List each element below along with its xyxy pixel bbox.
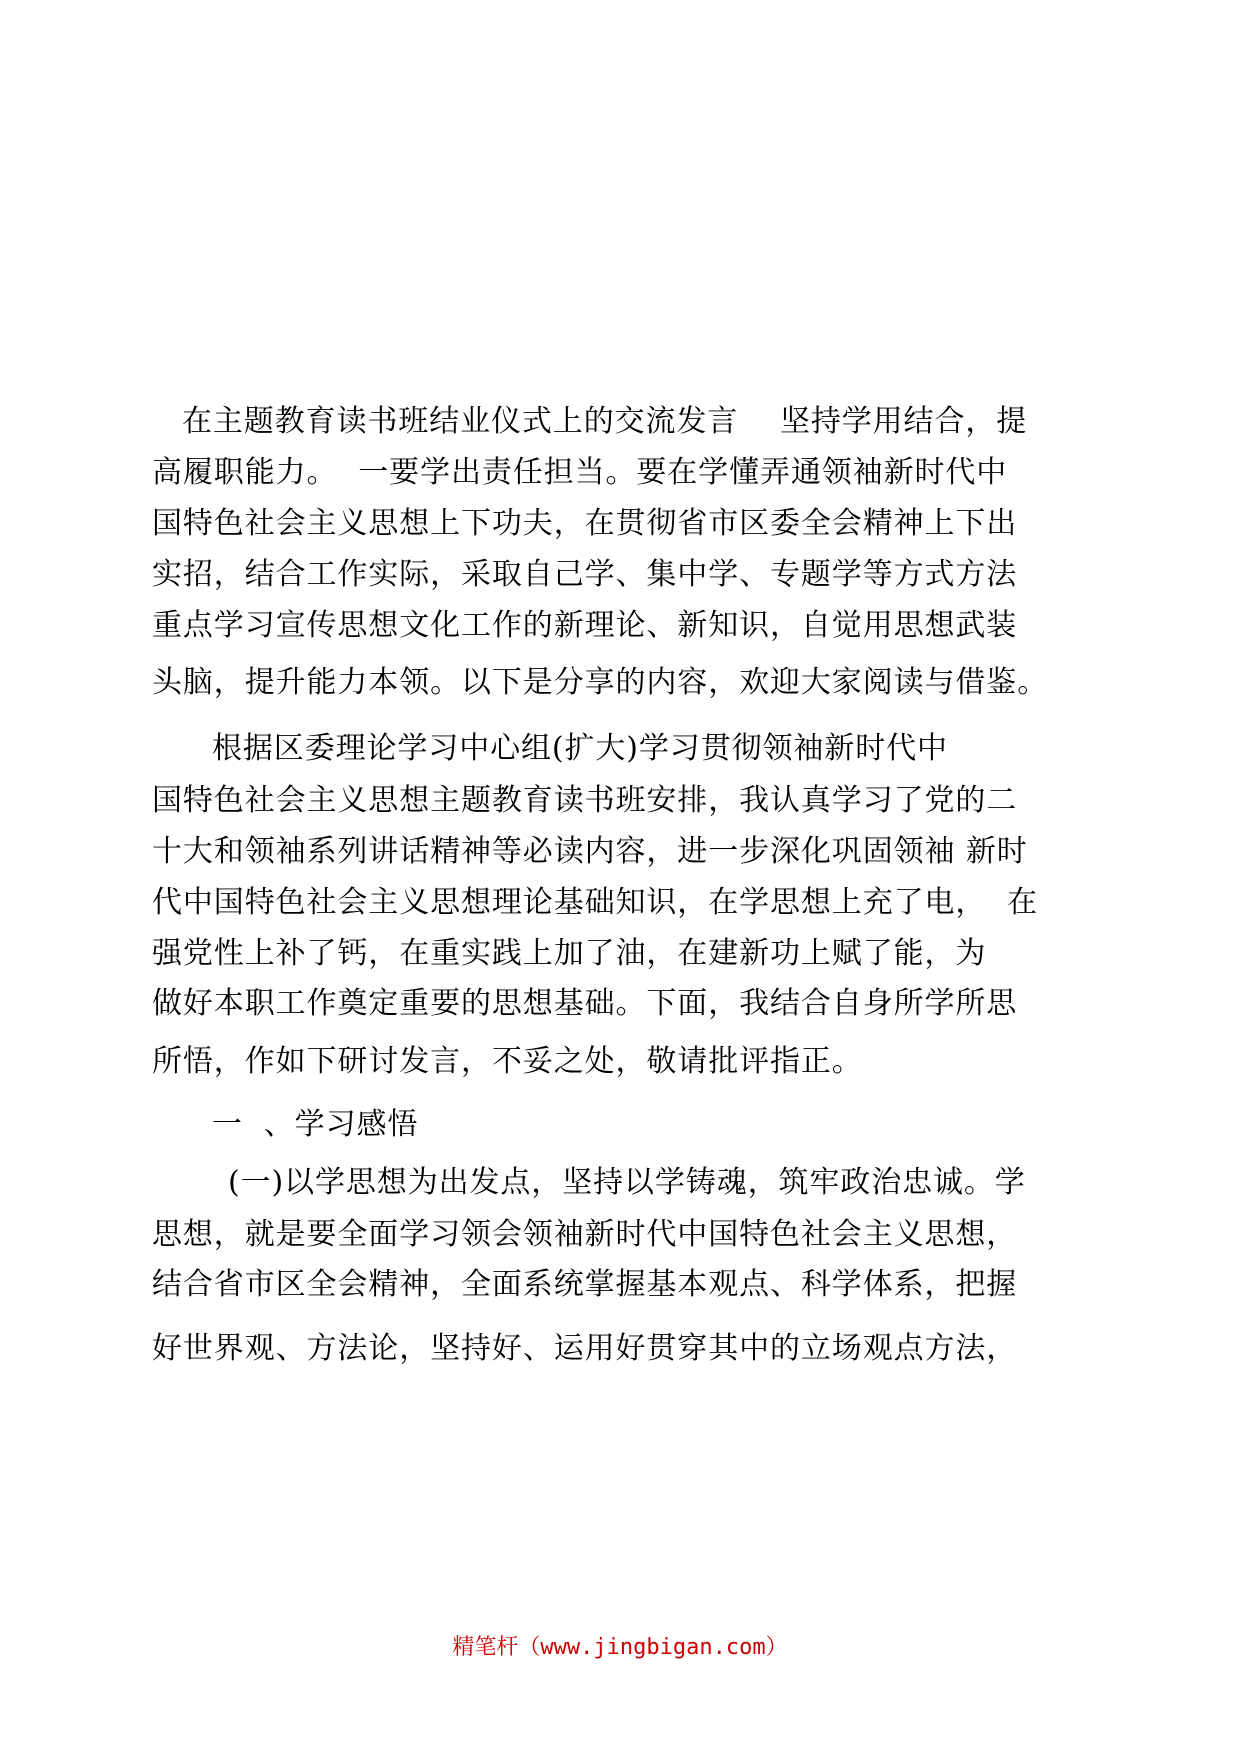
text-line: 强党性上补了钙，在重实践上加了油，在建新功上赋了能，为 — [152, 936, 987, 971]
text-line: 十大和领袖系列讲话精神等必读内容，进一步深化巩固领袖 新时 — [152, 834, 1028, 869]
text-line: 国特色社会主义思想上下功夫，在贯彻省市区委全会精神上下出 — [152, 506, 1018, 541]
text-line: 重点学习宣传思想文化工作的新理论、新知识，自觉用思想武装 — [152, 608, 1018, 643]
section-heading: 一 、学习感悟 — [212, 1107, 419, 1142]
text-line: 在主题教育读书班结业仪式上的交流发言 坚持学用结合，提 — [182, 404, 1028, 439]
text-line: 好世界观、方法论，坚持好、运用好贯穿其中的立场观点方法， — [152, 1331, 1018, 1366]
text-line: 根据区委理论学习中心组(扩大)学习贯彻领袖新时代中 — [212, 731, 948, 766]
text-line: 代中国特色社会主义思想理论基础知识，在学思想上充了电， 在 — [152, 885, 1039, 920]
text-line: 结合省市区全会精神，全面系统掌握基本观点、科学体系，把握 — [152, 1267, 1018, 1302]
footer-watermark: 精笔杆（www.jingbigan.com） — [452, 1635, 788, 1660]
text-line: 头脑，提升能力本领。以下是分享的内容，欢迎大家阅读与借鉴。 — [152, 665, 1049, 700]
text-line: 思想，就是要全面学习领会领袖新时代中国特色社会主义思想， — [152, 1217, 1018, 1252]
text-line: (一)以学思想为出发点，坚持以学铸魂，筑牢政治忠诚。学 — [228, 1165, 1026, 1200]
text-line: 实招，结合工作实际，采取自己学、集中学、专题学等方式方法 — [152, 557, 1018, 592]
text-line: 所悟，作如下研讨发言，不妥之处，敬请批评指正。 — [152, 1044, 863, 1079]
text-line: 国特色社会主义思想主题教育读书班安排，我认真学习了党的二 — [152, 783, 1018, 818]
text-line: 高履职能力。 一要学出责任担当。要在学懂弄通领袖新时代中 — [152, 455, 1008, 490]
text-line: 做好本职工作奠定重要的思想基础。下面，我结合自身所学所思 — [152, 986, 1018, 1021]
